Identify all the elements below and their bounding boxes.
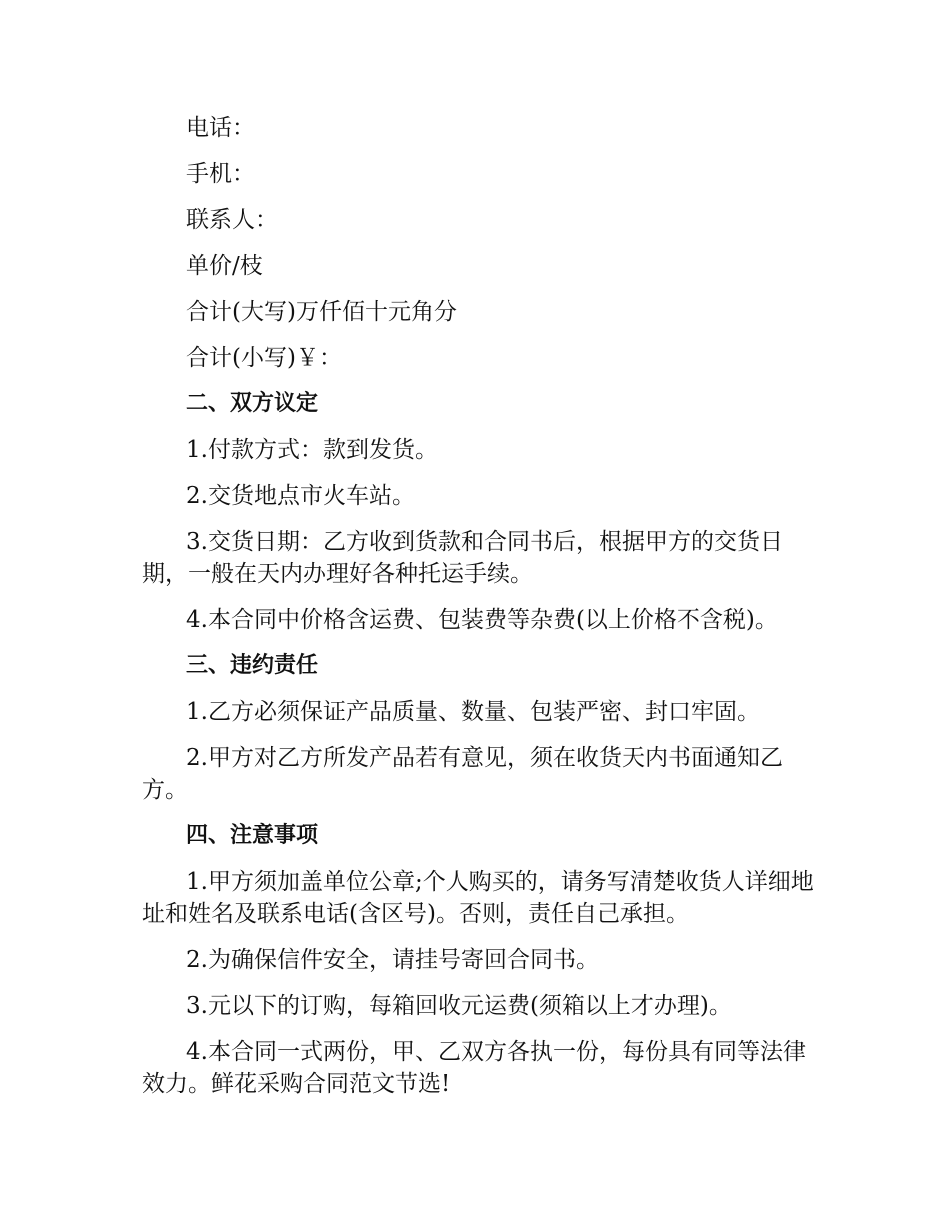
document-body xyxy=(142,112,822,1114)
phone-line: 电话： xyxy=(186,115,255,141)
clause-delivery-location: 2.交货地点市火车站。 xyxy=(186,483,415,509)
clause-payment-method: 1.付款方式：款到发货。 xyxy=(186,437,438,463)
mobile-line: 手机： xyxy=(186,161,255,187)
clause-price-inclusions: 4.本合同中价格含运费、包装费等杂费(以上价格不含税)。 xyxy=(186,607,778,633)
clause-objection-notice: 2.甲方对乙方所发产品若有意见，须在收货天内书面通知乙方。 xyxy=(142,745,783,803)
note-official-seal: 1.甲方须加盖单位公章;个人购买的，请务写清楚收货人详细地址和姓名及联系电话(含区号)。否则，责任自己承担。 xyxy=(142,869,814,927)
section-heading-notes: 四、注意事项 xyxy=(186,823,319,848)
total-uppercase-line: 合计(大写)万仟佰十元角分 xyxy=(186,299,457,325)
note-shipping-fee: 3.元以下的订购，每箱回收元运费(须箱以上才办理)。 xyxy=(186,993,732,1019)
clause-delivery-date: 3.交货日期：乙方收到货款和合同书后，根据甲方的交货日期，一般在天内办理好各种托运手续。 xyxy=(142,529,783,587)
note-copies: 4.本合同一式两份，甲、乙双方各执一份，每份具有同等法律效力。鲜花采购合同范文节选! xyxy=(142,1039,806,1097)
section-heading-agreement: 二、双方议定 xyxy=(186,391,319,416)
clause-quality-guarantee: 1.乙方必须保证产品质量、数量、包装严密、封口牢固。 xyxy=(186,699,760,725)
note-registered-mail: 2.为确保信件安全，请挂号寄回合同书。 xyxy=(186,947,599,973)
contact-person-line: 联系人： xyxy=(186,207,278,233)
section-heading-liability: 三、违约责任 xyxy=(186,653,319,678)
total-lowercase-line: 合计(小写)￥： xyxy=(186,345,342,371)
unit-price-line: 单价/枝 xyxy=(186,253,263,279)
